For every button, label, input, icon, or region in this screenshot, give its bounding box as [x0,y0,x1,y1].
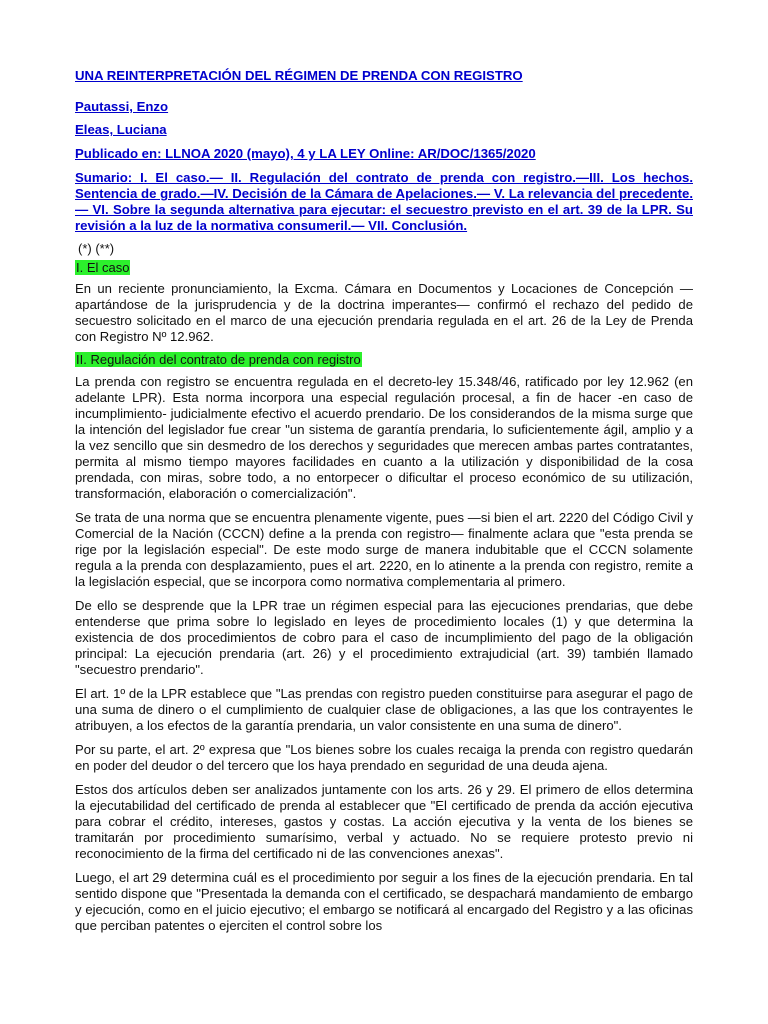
section-heading-text: I. El caso [76,260,130,275]
paragraph-6: Por su parte, el art. 2º expresa que "Los bienes sobre los cuales recaiga la prenda con registro quedarán en poder del deudor o del tercero que los haya prendado en seguridad de una deuda ajena. [75,742,693,773]
publication-link[interactable]: Publicado en: LLNOA 2020 (mayo), 4 y LA LEY Online: AR/DOC/1365/2020 [75,146,536,161]
paragraph-5: El art. 1º de la LPR establece que "Las prendas con registro pueden constituirse para asegurar el pago de una suma de dinero o el cumplimiento de cualquier clase de obligaciones, a las que los contrayentes le atribuyen, a los efectos de la garantía prendaria, un valor consistente en una suma de dinero". [75,686,693,733]
paragraph-4: De ello se desprende que la LPR trae un régimen especial para las ejecuciones prendarias, que debe entenderse que prima sobre lo legislado en leyes de procedimiento locales (1) y que determina la existencia de dos procedimientos de cobro para el caso de incumplimiento del pago de la obligación principal: La ejecución prendaria (art. 26) y el procedimiento extrajudicial (art. 39) también llamado "secuestro prendario". [75,598,693,677]
summary-link[interactable]: Sumario: I. El caso.— II. Regulación del contrato de prenda con registro.—III. Los hechos. Sentencia de grado.—IV. Decisión de la Cámara de Apelaciones.— V. La relevancia del precedente.— VI. Sobre la segunda alternativa para ejecutar: el secuestro previsto en el art. 39 de la LPR. Su revisión a la luz de la normativa consumeril.— VII. Conclusión. [75,170,693,233]
footnote-marks: (*) (**) [78,241,115,256]
section-heading-regulacion [75,352,693,368]
author-link-pautassi[interactable]: Pautassi, Enzo [75,99,169,114]
section-heading-text: II. Regulación del contrato de prenda con registro [76,352,361,367]
document-content [75,68,693,934]
paragraph-2: La prenda con registro se encuentra regulada en el decreto-ley 15.348/46, ratificado por ley 12.962 (en adelante LPR). Esta norma incorpora una especial regulación procesal, a fin de hacer -en caso de incumplimiento- judicialmente efectivo el acuerdo prendario. De los considerandos de la misma surge que la intención del legislador fue crear "un sistema de garantía prendaria, lo suficientemente ágil, amplio y a la vez sencillo que sin desmedro de los derechos y seguridades que merecen ambas partes contratantes, permita al mismo tiempo mayores facilidades en cuanto a la utilización y disponibilidad de la cosa prendada, con miras, sobre todo, a no entorpecer o dificultar el proceso económico de su utilización, transformación, elaboración o comercialización". [75,374,693,501]
section-heading-el-caso [75,260,693,276]
paragraph-7: Estos dos artículos deben ser analizados juntamente con los arts. 26 y 29. El primero de ellos determina la ejecutabilidad del certificado de prenda al establecer que "El certificado de prenda da acción ejecutiva para cobrar el crédito, intereses, gastos y costas. La acción ejecutiva y la venta de los bienes se tramitarán por procedimiento sumarísimo, verbal y actuado. No se requiere protesto previo ni reconocimiento de la firma del certificado ni de las convenciones anexas". [75,782,693,861]
author-link-eleas[interactable]: Eleas, Luciana [75,122,167,137]
article-title-link[interactable]: UNA REINTERPRETACIÓN DEL RÉGIMEN DE PRENDA CON REGISTRO [75,68,523,83]
paragraph-3: Se trata de una norma que se encuentra plenamente vigente, pues —si bien el art. 2220 del Código Civil y Comercial de la Nación (CCCN) define a la prenda con registro— finalmente aclara que "esta prenda se rige por la legislación especial". De este modo surge de manera indubitable que el CCCN solamente regula a la prenda con desplazamiento, pues el art. 2220, en lo atinente a la prenda con registro, remite a la legislación especial, que se incorpora como normativa complementaria al primero. [75,510,693,589]
paragraph-1: En un reciente pronunciamiento, la Excma. Cámara en Documentos y Locaciones de Concepción —apartándose de la jurisprudencia y de la doctrina imperantes— confirmó el rechazo del pedido de secuestro solicitado en el marco de una ejecución prendaria regulada en el art. 26 de la Ley de Prenda con Registro Nº 12.962. [75,281,693,344]
paragraph-8: Luego, el art 29 determina cuál es el procedimiento por seguir a los fines de la ejecución prendaria. En tal sentido dispone que "Presentada la demanda con el certificado, se despachará mandamiento de embargo y ejecución, como en el juicio ejecutivo; el embargo se notificará al encargado del Registro y a las oficinas que perciban patentes o ejerciten el control sobre los [75,870,693,933]
